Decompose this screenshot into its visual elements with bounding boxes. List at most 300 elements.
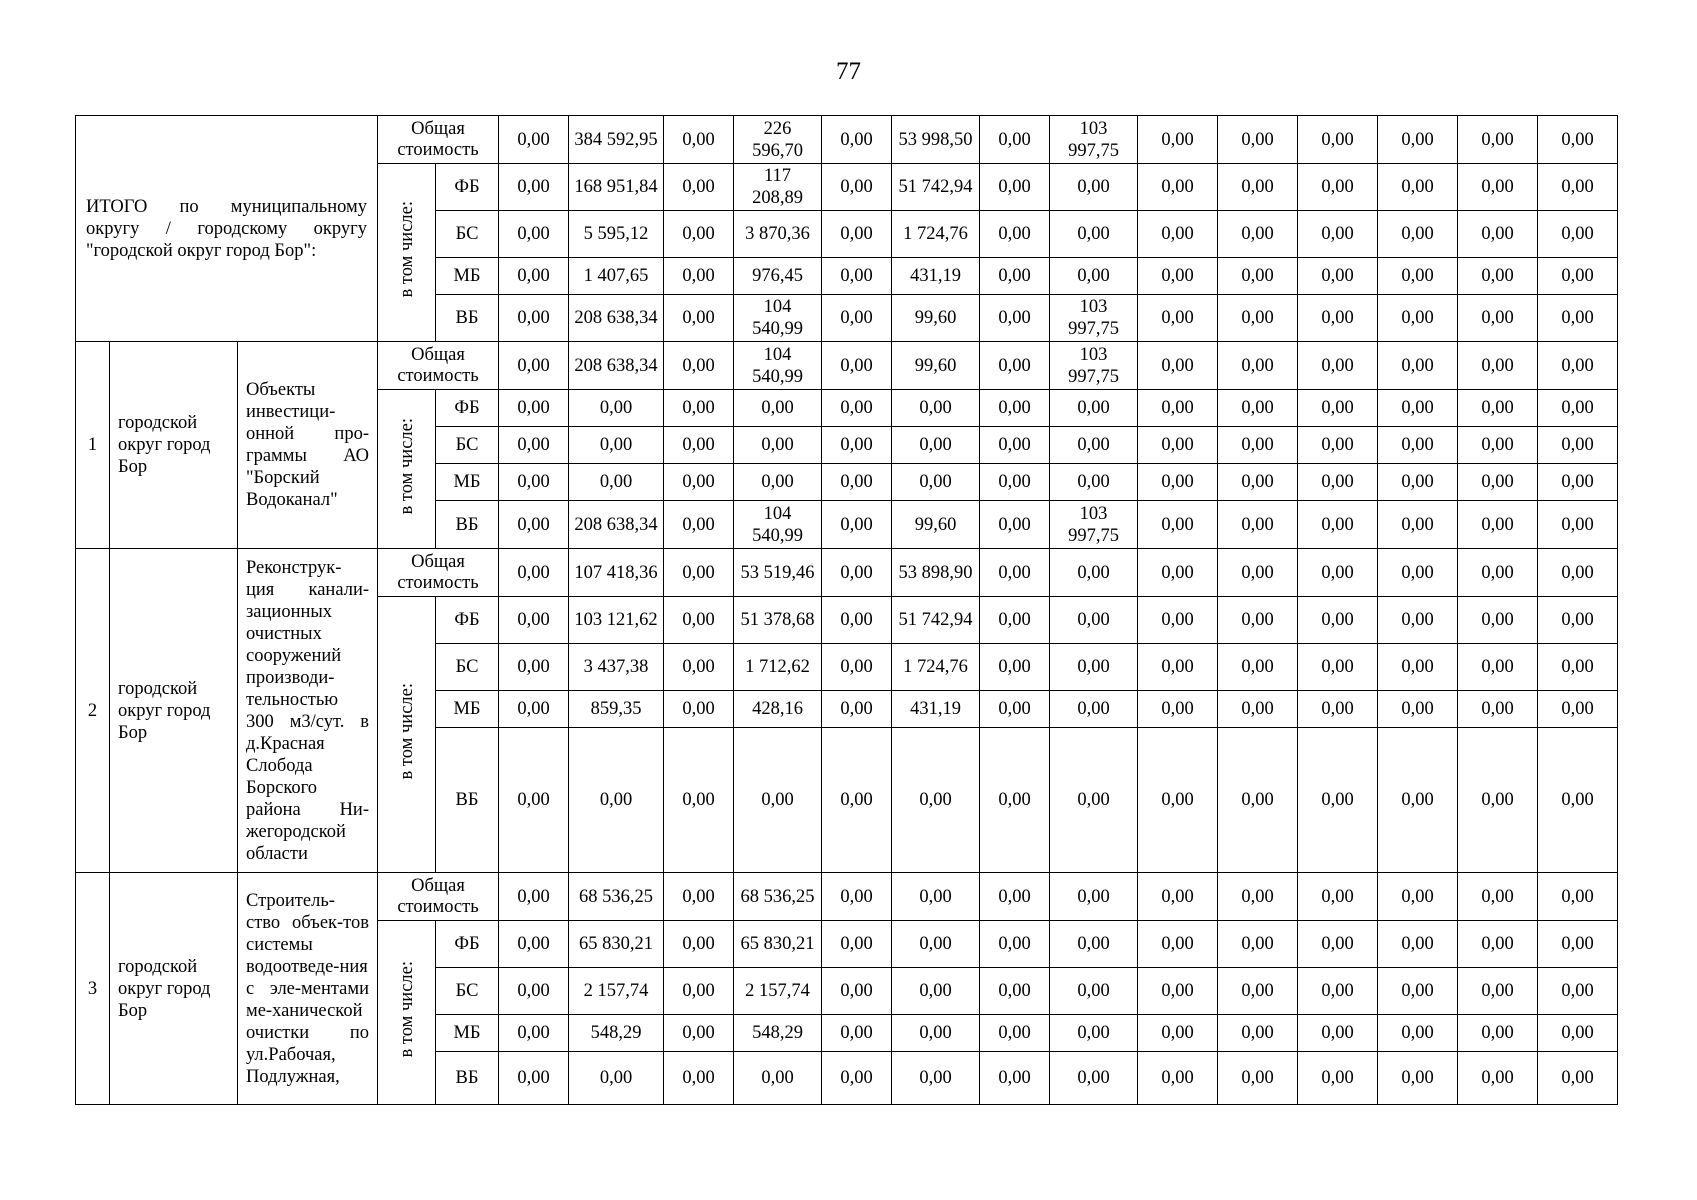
value-cell: 0,00 [822, 342, 892, 390]
value-cell: 0,00 [1298, 691, 1378, 728]
value-cell: 0,00 [1218, 164, 1298, 211]
value-cell: 0,00 [734, 464, 822, 501]
value-cell: 51 378,68 [734, 597, 822, 644]
value-cell: 0,00 [1218, 342, 1298, 390]
value-cell: 103 997,75 [1050, 501, 1138, 549]
value-cell: 428,16 [734, 691, 822, 728]
value-cell: 0,00 [1538, 644, 1618, 691]
value-cell: 0,00 [664, 390, 734, 427]
value-cell: 0,00 [1298, 427, 1378, 464]
value-cell: 0,00 [892, 1015, 980, 1052]
value-cell: 0,00 [1298, 295, 1378, 342]
value-cell: 0,00 [664, 501, 734, 549]
value-cell: 0,00 [664, 258, 734, 295]
table-row [76, 116, 1618, 164]
value-cell: 103 997,75 [1050, 116, 1138, 164]
value-cell: 1 407,65 [569, 258, 664, 295]
value-cell: 0,00 [980, 390, 1050, 427]
value-cell: 0,00 [822, 501, 892, 549]
value-cell: 0,00 [499, 873, 569, 921]
value-cell: 0,00 [569, 390, 664, 427]
value-cell: 0,00 [1050, 873, 1138, 921]
value-cell: 0,00 [664, 295, 734, 342]
value-cell: 0,00 [664, 968, 734, 1015]
value-cell: 0,00 [822, 549, 892, 597]
value-cell: 1 712,62 [734, 644, 822, 691]
value-cell: 0,00 [734, 1052, 822, 1105]
value-cell: 0,00 [822, 968, 892, 1015]
table-row [76, 873, 1618, 921]
value-cell: 104 540,99 [734, 501, 822, 549]
value-cell: 0,00 [1298, 116, 1378, 164]
value-cell: 0,00 [1458, 1052, 1538, 1105]
funding-type: ВБ [436, 295, 499, 342]
value-cell: 0,00 [822, 597, 892, 644]
value-cell: 0,00 [499, 549, 569, 597]
including-label: в том числе: [396, 961, 417, 1058]
value-cell: 68 536,25 [734, 873, 822, 921]
value-cell: 208 638,34 [569, 501, 664, 549]
value-cell: 0,00 [1458, 116, 1538, 164]
value-cell: 0,00 [569, 1052, 664, 1105]
item-number: 3 [76, 873, 110, 1105]
value-cell: 976,45 [734, 258, 822, 295]
value-cell: 0,00 [499, 464, 569, 501]
value-cell: 0,00 [1298, 211, 1378, 258]
value-cell: 0,00 [1138, 873, 1218, 921]
value-cell: 103 997,75 [1050, 295, 1138, 342]
value-cell: 0,00 [892, 921, 980, 968]
total-cost-label: Общая стоимость [378, 873, 499, 921]
value-cell: 0,00 [1138, 968, 1218, 1015]
value-cell: 0,00 [1218, 549, 1298, 597]
value-cell: 0,00 [664, 921, 734, 968]
value-cell: 0,00 [1378, 258, 1458, 295]
value-cell: 0,00 [1298, 258, 1378, 295]
value-cell: 0,00 [1458, 728, 1538, 873]
value-cell: 0,00 [822, 258, 892, 295]
value-cell: 0,00 [664, 644, 734, 691]
value-cell: 0,00 [1218, 501, 1298, 549]
value-cell: 0,00 [1218, 116, 1298, 164]
value-cell: 0,00 [1538, 968, 1618, 1015]
value-cell: 0,00 [1378, 691, 1458, 728]
budget-table-body [76, 116, 1618, 1105]
value-cell: 0,00 [1298, 164, 1378, 211]
value-cell: 0,00 [1138, 427, 1218, 464]
value-cell: 0,00 [499, 295, 569, 342]
value-cell: 0,00 [569, 427, 664, 464]
value-cell: 0,00 [1138, 464, 1218, 501]
budget-table [75, 115, 1618, 1105]
value-cell: 104 540,99 [734, 342, 822, 390]
value-cell: 0,00 [1538, 464, 1618, 501]
value-cell: 0,00 [1218, 295, 1298, 342]
value-cell: 0,00 [1218, 258, 1298, 295]
value-cell: 117 208,89 [734, 164, 822, 211]
value-cell: 0,00 [1538, 501, 1618, 549]
value-cell: 0,00 [980, 968, 1050, 1015]
value-cell: 0,00 [499, 258, 569, 295]
value-cell: 0,00 [1538, 597, 1618, 644]
value-cell: 0,00 [569, 464, 664, 501]
including-label-cell [378, 597, 436, 873]
value-cell: 5 595,12 [569, 211, 664, 258]
funding-type: БС [436, 211, 499, 258]
funding-type: МБ [436, 464, 499, 501]
value-cell: 0,00 [499, 728, 569, 873]
value-cell: 0,00 [1458, 501, 1538, 549]
value-cell: 0,00 [1538, 427, 1618, 464]
value-cell: 0,00 [1050, 1015, 1138, 1052]
value-cell: 0,00 [1378, 427, 1458, 464]
value-cell: 0,00 [1218, 644, 1298, 691]
value-cell: 0,00 [822, 728, 892, 873]
funding-type: МБ [436, 258, 499, 295]
value-cell: 0,00 [499, 644, 569, 691]
value-cell: 0,00 [1218, 921, 1298, 968]
value-cell: 0,00 [664, 549, 734, 597]
value-cell: 0,00 [822, 427, 892, 464]
value-cell: 0,00 [822, 1052, 892, 1105]
funding-type: ФБ [436, 597, 499, 644]
value-cell: 0,00 [980, 116, 1050, 164]
value-cell: 0,00 [1458, 464, 1538, 501]
value-cell: 99,60 [892, 342, 980, 390]
value-cell: 0,00 [822, 1015, 892, 1052]
value-cell: 0,00 [1538, 295, 1618, 342]
value-cell: 0,00 [1218, 211, 1298, 258]
value-cell: 0,00 [1298, 728, 1378, 873]
value-cell: 0,00 [980, 549, 1050, 597]
value-cell: 0,00 [892, 390, 980, 427]
value-cell: 0,00 [1538, 258, 1618, 295]
value-cell: 0,00 [1378, 1015, 1458, 1052]
value-cell: 103 997,75 [1050, 342, 1138, 390]
value-cell: 0,00 [892, 728, 980, 873]
value-cell: 2 157,74 [734, 968, 822, 1015]
value-cell: 0,00 [1298, 921, 1378, 968]
including-label: в том числе: [396, 201, 417, 298]
value-cell: 0,00 [1138, 549, 1218, 597]
value-cell: 0,00 [664, 873, 734, 921]
value-cell: 0,00 [1378, 644, 1458, 691]
value-cell: 0,00 [980, 164, 1050, 211]
funding-type: ФБ [436, 390, 499, 427]
value-cell: 0,00 [569, 728, 664, 873]
value-cell: 0,00 [1458, 873, 1538, 921]
value-cell: 0,00 [980, 1015, 1050, 1052]
value-cell: 0,00 [1050, 211, 1138, 258]
total-cost-label: Общая стоимость [378, 116, 499, 164]
value-cell: 0,00 [1218, 597, 1298, 644]
including-label-cell [378, 164, 436, 342]
value-cell: 0,00 [980, 295, 1050, 342]
value-cell: 0,00 [822, 164, 892, 211]
value-cell: 0,00 [1378, 116, 1458, 164]
value-cell: 0,00 [1298, 968, 1378, 1015]
value-cell: 208 638,34 [569, 342, 664, 390]
value-cell: 0,00 [1298, 549, 1378, 597]
value-cell: 0,00 [1378, 728, 1458, 873]
value-cell: 0,00 [822, 921, 892, 968]
value-cell: 0,00 [1138, 1052, 1218, 1105]
value-cell: 0,00 [1538, 390, 1618, 427]
value-cell: 103 121,62 [569, 597, 664, 644]
value-cell: 0,00 [822, 211, 892, 258]
funding-type: ВБ [436, 728, 499, 873]
value-cell: 431,19 [892, 258, 980, 295]
value-cell: 0,00 [499, 390, 569, 427]
value-cell: 0,00 [1298, 342, 1378, 390]
value-cell: 0,00 [1298, 644, 1378, 691]
value-cell: 0,00 [1378, 342, 1458, 390]
value-cell: 0,00 [1378, 164, 1458, 211]
value-cell: 107 418,36 [569, 549, 664, 597]
value-cell: 0,00 [664, 342, 734, 390]
value-cell: 0,00 [1378, 211, 1458, 258]
value-cell: 0,00 [1218, 427, 1298, 464]
value-cell: 3 870,36 [734, 211, 822, 258]
value-cell: 0,00 [892, 1052, 980, 1105]
value-cell: 0,00 [1538, 728, 1618, 873]
value-cell: 0,00 [1218, 873, 1298, 921]
value-cell: 0,00 [1458, 258, 1538, 295]
value-cell: 65 830,21 [734, 921, 822, 968]
value-cell: 1 724,76 [892, 211, 980, 258]
value-cell: 0,00 [499, 427, 569, 464]
value-cell: 0,00 [1050, 427, 1138, 464]
value-cell: 0,00 [499, 501, 569, 549]
value-cell: 0,00 [1218, 691, 1298, 728]
value-cell: 0,00 [1138, 501, 1218, 549]
value-cell: 0,00 [1050, 390, 1138, 427]
value-cell: 0,00 [980, 211, 1050, 258]
value-cell: 0,00 [892, 968, 980, 1015]
value-cell: 2 157,74 [569, 968, 664, 1015]
value-cell: 0,00 [980, 728, 1050, 873]
value-cell: 0,00 [1378, 464, 1458, 501]
value-cell: 0,00 [1378, 295, 1458, 342]
value-cell: 0,00 [1218, 1052, 1298, 1105]
value-cell: 0,00 [1458, 968, 1538, 1015]
value-cell: 0,00 [1538, 116, 1618, 164]
value-cell: 0,00 [1538, 1052, 1618, 1105]
value-cell: 0,00 [980, 501, 1050, 549]
value-cell: 0,00 [1458, 342, 1538, 390]
value-cell: 65 830,21 [569, 921, 664, 968]
value-cell: 0,00 [980, 464, 1050, 501]
value-cell: 53 519,46 [734, 549, 822, 597]
value-cell: 0,00 [1050, 258, 1138, 295]
value-cell: 0,00 [1050, 164, 1138, 211]
value-cell: 0,00 [1298, 501, 1378, 549]
value-cell: 0,00 [1538, 873, 1618, 921]
value-cell: 0,00 [664, 691, 734, 728]
value-cell: 0,00 [499, 342, 569, 390]
value-cell: 0,00 [1138, 258, 1218, 295]
value-cell: 0,00 [1138, 597, 1218, 644]
value-cell: 0,00 [980, 597, 1050, 644]
value-cell: 0,00 [664, 1015, 734, 1052]
value-cell: 0,00 [1138, 691, 1218, 728]
value-cell: 0,00 [1458, 1015, 1538, 1052]
municipality-name: городской округ город Бор [110, 873, 238, 1105]
value-cell: 0,00 [1218, 968, 1298, 1015]
value-cell: 0,00 [892, 873, 980, 921]
value-cell: 859,35 [569, 691, 664, 728]
value-cell: 0,00 [664, 427, 734, 464]
funding-type: МБ [436, 691, 499, 728]
table-row [76, 342, 1618, 390]
value-cell: 0,00 [980, 873, 1050, 921]
value-cell: 0,00 [1050, 1052, 1138, 1105]
value-cell: 0,00 [1298, 1052, 1378, 1105]
value-cell: 0,00 [1458, 427, 1538, 464]
value-cell: 0,00 [892, 427, 980, 464]
value-cell: 548,29 [734, 1015, 822, 1052]
value-cell: 0,00 [1138, 728, 1218, 873]
value-cell: 0,00 [1458, 597, 1538, 644]
value-cell: 0,00 [980, 342, 1050, 390]
funding-type: ВБ [436, 1052, 499, 1105]
value-cell: 0,00 [1050, 597, 1138, 644]
value-cell: 0,00 [1138, 211, 1218, 258]
value-cell: 0,00 [499, 597, 569, 644]
value-cell: 0,00 [664, 728, 734, 873]
value-cell: 53 998,50 [892, 116, 980, 164]
page-number: 77 [836, 58, 861, 85]
value-cell: 0,00 [499, 968, 569, 1015]
value-cell: 0,00 [1378, 1052, 1458, 1105]
value-cell: 0,00 [1050, 921, 1138, 968]
value-cell: 0,00 [1138, 295, 1218, 342]
value-cell: 0,00 [980, 258, 1050, 295]
value-cell: 0,00 [980, 1052, 1050, 1105]
value-cell: 0,00 [822, 873, 892, 921]
value-cell: 0,00 [664, 597, 734, 644]
value-cell: 0,00 [1538, 921, 1618, 968]
value-cell: 0,00 [499, 1015, 569, 1052]
value-cell: 0,00 [1378, 873, 1458, 921]
value-cell: 0,00 [1138, 1015, 1218, 1052]
value-cell: 0,00 [1138, 644, 1218, 691]
value-cell: 51 742,94 [892, 597, 980, 644]
value-cell: 0,00 [1218, 1015, 1298, 1052]
value-cell: 0,00 [1298, 464, 1378, 501]
value-cell: 0,00 [664, 1052, 734, 1105]
value-cell: 0,00 [1050, 549, 1138, 597]
value-cell: 0,00 [1138, 116, 1218, 164]
value-cell: 0,00 [822, 464, 892, 501]
value-cell: 0,00 [980, 427, 1050, 464]
including-label: в том числе: [396, 417, 417, 515]
value-cell: 0,00 [1138, 390, 1218, 427]
value-cell: 0,00 [1050, 691, 1138, 728]
object-name: Строитель-ство объек-тов системы водоотведе-ния с эле-ментами ме-ханической очистки по ул.Рабочая, Подлужная, [238, 873, 378, 1105]
value-cell: 384 592,95 [569, 116, 664, 164]
value-cell: 0,00 [822, 644, 892, 691]
value-cell: 0,00 [499, 691, 569, 728]
value-cell: 0,00 [1538, 1015, 1618, 1052]
value-cell: 0,00 [822, 691, 892, 728]
value-cell: 0,00 [1458, 549, 1538, 597]
object-name: Реконструк-ция канали-зационных очистных сооружений производи-тельностью 300 м3/сут. в д.Красная Слобода Борского района Ни-жегородской области [238, 549, 378, 873]
value-cell: 0,00 [1138, 342, 1218, 390]
value-cell: 53 898,90 [892, 549, 980, 597]
value-cell: 0,00 [1050, 464, 1138, 501]
value-cell: 0,00 [1378, 501, 1458, 549]
value-cell: 0,00 [1538, 549, 1618, 597]
value-cell: 0,00 [1538, 211, 1618, 258]
value-cell: 0,00 [1298, 1015, 1378, 1052]
funding-type: МБ [436, 1015, 499, 1052]
value-cell: 0,00 [664, 464, 734, 501]
total-cost-label: Общая стоимость [378, 342, 499, 390]
funding-type: ФБ [436, 164, 499, 211]
including-label-cell [378, 390, 436, 549]
value-cell: 0,00 [822, 116, 892, 164]
value-cell: 1 724,76 [892, 644, 980, 691]
value-cell: 0,00 [734, 728, 822, 873]
value-cell: 0,00 [499, 1052, 569, 1105]
including-label-cell [378, 921, 436, 1105]
total-cost-label: Общая стоимость [378, 549, 499, 597]
value-cell: 0,00 [980, 691, 1050, 728]
value-cell: 0,00 [1458, 691, 1538, 728]
funding-type: БС [436, 427, 499, 464]
value-cell: 0,00 [1378, 968, 1458, 1015]
value-cell: 0,00 [1458, 921, 1538, 968]
value-cell: 0,00 [1378, 921, 1458, 968]
value-cell: 0,00 [1538, 164, 1618, 211]
value-cell: 0,00 [822, 390, 892, 427]
value-cell: 0,00 [1218, 728, 1298, 873]
value-cell: 0,00 [1138, 164, 1218, 211]
value-cell: 0,00 [664, 164, 734, 211]
municipality-name: городской округ город Бор [110, 549, 238, 873]
value-cell: 99,60 [892, 295, 980, 342]
value-cell: 0,00 [1218, 464, 1298, 501]
value-cell: 0,00 [499, 164, 569, 211]
value-cell: 0,00 [1378, 390, 1458, 427]
funding-type: БС [436, 968, 499, 1015]
value-cell: 0,00 [822, 295, 892, 342]
value-cell: 226 596,70 [734, 116, 822, 164]
value-cell: 104 540,99 [734, 295, 822, 342]
value-cell: 0,00 [1050, 968, 1138, 1015]
value-cell: 0,00 [664, 211, 734, 258]
value-cell: 0,00 [1458, 295, 1538, 342]
value-cell: 0,00 [664, 116, 734, 164]
value-cell: 0,00 [1458, 644, 1538, 691]
item-number: 1 [76, 342, 110, 549]
including-label: в том числе: [396, 683, 417, 780]
value-cell: 0,00 [1050, 644, 1138, 691]
value-cell: 0,00 [499, 211, 569, 258]
value-cell: 0,00 [499, 116, 569, 164]
municipality-name: городской округ город Бор [110, 342, 238, 549]
funding-type: ФБ [436, 921, 499, 968]
value-cell: 431,19 [892, 691, 980, 728]
table-row [76, 549, 1618, 597]
item-number: 2 [76, 549, 110, 873]
value-cell: 548,29 [569, 1015, 664, 1052]
value-cell: 168 951,84 [569, 164, 664, 211]
value-cell: 68 536,25 [569, 873, 664, 921]
funding-type: БС [436, 644, 499, 691]
value-cell: 99,60 [892, 501, 980, 549]
